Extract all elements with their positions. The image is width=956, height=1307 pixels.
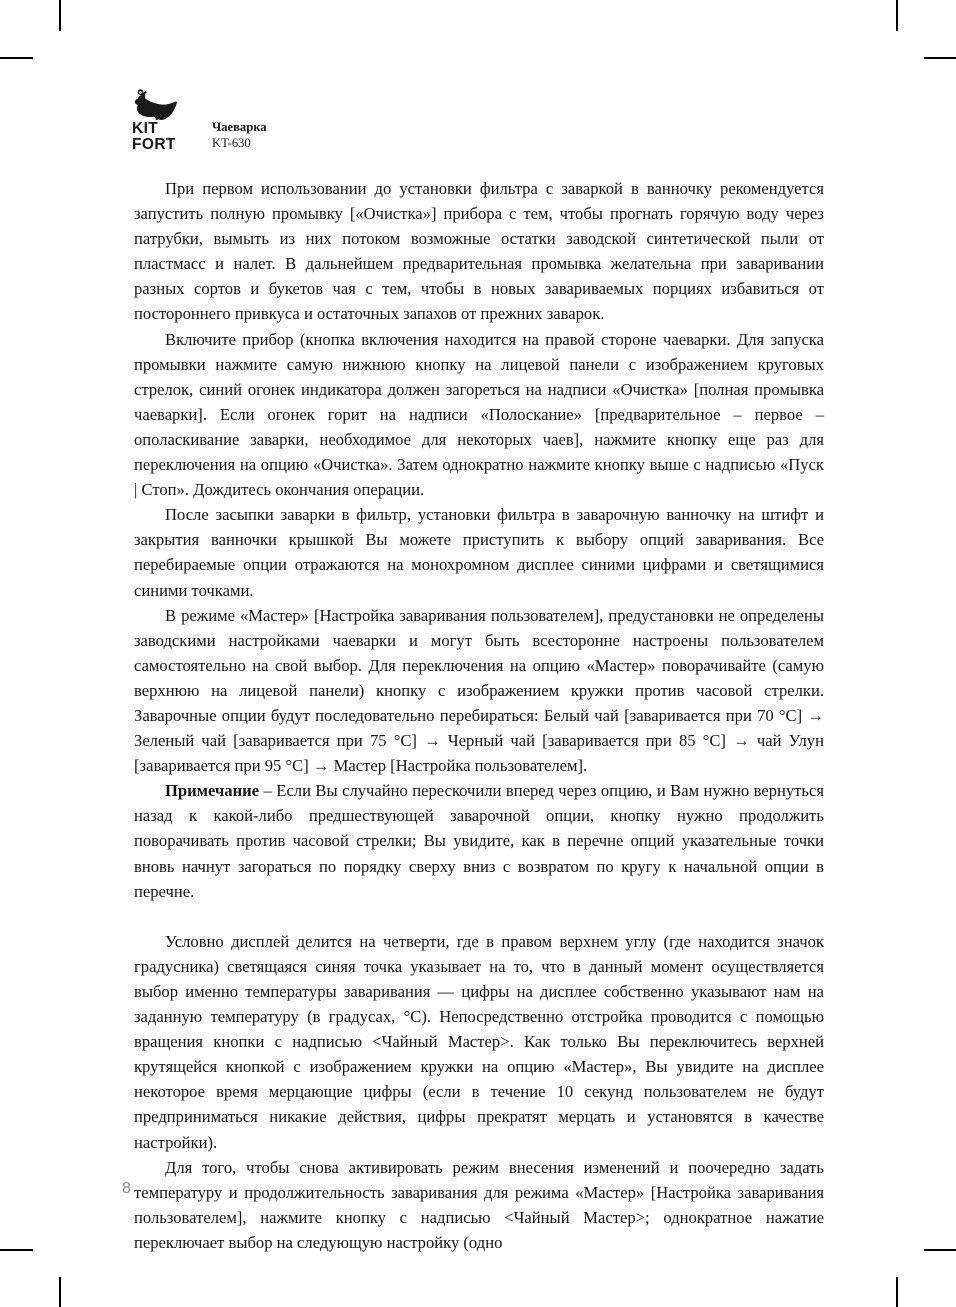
crop-mark-bottom-left-horizontal: [0, 1249, 33, 1251]
body-text: [134, 176, 824, 1255]
crop-mark-top-right-horizontal: [924, 57, 956, 59]
paragraph: [134, 603, 824, 779]
paragraph-text: Включите прибор (кнопка включения находится на правой стороне чаеварки. Для запуска промывки нажмите самую нижнюю кнопку на лицевой панели с изображением круговых стрелок, синий огонек индикатора должен загореться на надписи «Очистка» [полная промывка чаеварки]. Если огонек горит на надписи «Полоскание» [предварительное – первое – ополаскивание заварки, необходимое для некоторых чаев], нажмите кнопку еще раз для переключения на опцию «Очистка». Затем однократно нажмите кнопку выше с надписью «Пуск | Стоп». Дождитесь окончания операции.: [134, 329, 824, 500]
crop-mark-bottom-right-vertical: [896, 1277, 898, 1307]
brand-word-line1: KIT: [132, 120, 159, 137]
brand-logo: [132, 88, 194, 152]
crop-mark-top-left-horizontal: [0, 57, 33, 59]
paragraph-text: В режиме «Мастер» [Настройка заваривания пользователем], предустановки не определены заводскими настройками чаеварки и могут быть всесторонне настроены пользователем самостоятельно на свой выбор. Для переключения на опцию «Мастер» поворачивайте (самую верхнюю на лицевой панели) кнопку с изображением кружки против часовой стрелки. Заварочные опции будут последовательно перебираться: Белый чай [заваривается при 70 °C] → Зеленый чай [заваривается при 75 °C] → Черный чай [заваривается при 85 °C] → чай Улун [заваривается при 95 °C] → Мастер [Настройка пользователем].: [134, 605, 824, 776]
paragraph: [134, 327, 824, 503]
paragraph-lead-label: Примечание: [165, 781, 260, 801]
paragraph-text: – Если Вы случайно перескочили вперед через опцию, и Вам нужно вернуться назад к какой-либо предшествующей заварочной опции, кнопку нужно продолжить поворачивать против часовой стрелки; Вы увидите, как в перечне опций указательные точки вновь начнут загораться по порядку сверху вниз с возвратом по кругу к начальной опции в перечне.: [134, 781, 824, 901]
paragraph: [134, 1155, 824, 1255]
paragraph: [134, 176, 824, 327]
brand-wordmark: [132, 121, 176, 152]
page-number: 8: [122, 1180, 131, 1197]
paragraph: [134, 502, 824, 602]
paragraph-text: Для того, чтобы снова активировать режим внесения изменений и поочередно задать температуру и продолжительность заваривания для режима «Мастер» [Настройка заваривания пользователем], нажмите кнопку с надписью <Чайный Мастер>; однократное нажатие переключает выбор на следующую настройку (одно: [134, 1157, 824, 1252]
paragraph: [134, 778, 824, 903]
paragraph-text: Условно дисплей делится на четверти, где в правом верхнем углу (где находится значок градусника) светящаяся синяя точка указывает на то, что в данный момент осуществляется выбор именно температуры заваривания — цифры на дисплее собственно указывают нам на заданную температуру (в градусах, °C). Непосредственно отстройка проводится с помощью вращения кнопки с надписью <Чайный Мастер>. Как только Вы переключитесь верхней крутящейся кнопкой с изображением кружки на опцию «Мастер», Вы увидите на дисплее некоторое время мерцающие цифры (если в течение 10 секунд пользователем не будут предприниматься никакие действия, цифры прекратят мерцать и установятся в качестве настройки).: [134, 931, 824, 1152]
brand-word-line2: FORT: [132, 135, 176, 153]
crop-mark-top-right-vertical: [896, 0, 898, 31]
crop-mark-top-left-vertical: [59, 0, 61, 31]
paragraph: [134, 929, 824, 1155]
product-name: Чаеварка: [212, 120, 267, 134]
paragraph-text: После засыпки заварки в фильтр, установки фильтра в заварочную ванночку на штифт и закрытия ванночки крышкой Вы можете приступить к выбору опций заваривания. Все перебираемые опции отражаются на монохромном дисплее синими цифрами и светящимися синими точками.: [134, 505, 824, 600]
product-model: KT-630: [212, 136, 251, 150]
paragraph-text: При первом использовании до установки фильтра с заваркой в ванночку рекомендуется запустить полную промывку [«Очистка»] прибора с тем, чтобы прогнать горячую воду через патрубки, вымыть из них потоком возможные остатки заводской синтетической пыли от пластмасс и налет. В дальнейшем предварительная промывка желательна при заваривании разных сортов и букетов чая с тем, чтобы в новых завариваемых порциях избавиться от постороннего привкуса и остаточных запахов от прежних заварок.: [134, 179, 824, 324]
crop-mark-bottom-right-horizontal: [924, 1249, 956, 1251]
kitfort-whale-logo-icon: [134, 88, 180, 120]
page-header: [132, 88, 267, 152]
product-identification: [212, 119, 267, 152]
crop-mark-bottom-left-vertical: [59, 1277, 61, 1307]
